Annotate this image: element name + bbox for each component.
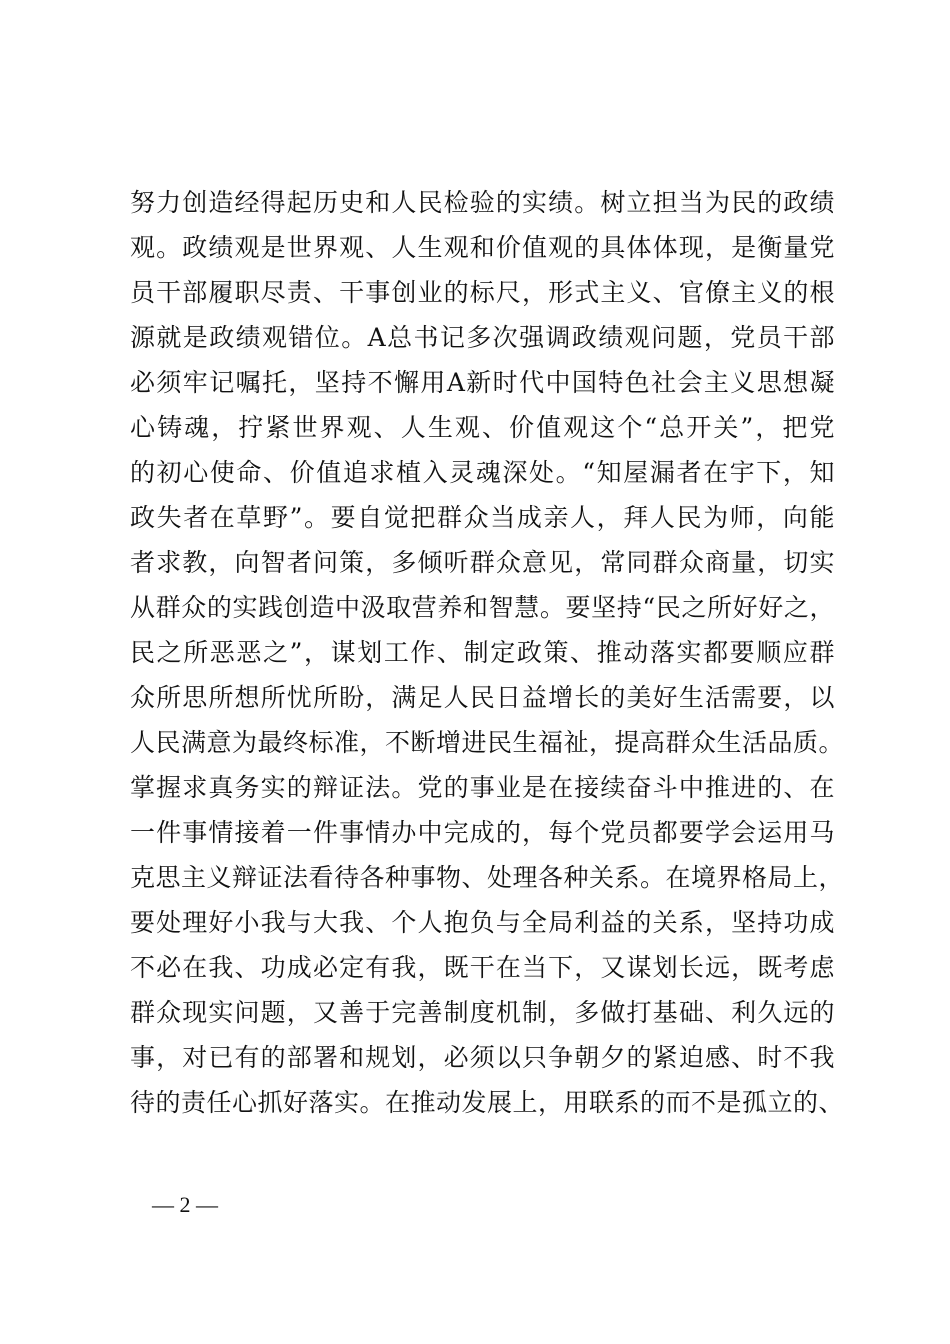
text-line: 一件事情接着一件事情办中完成的，每个党员都要学会运用马 [130,818,835,847]
page-number: — 2 — [152,1192,218,1217]
text-line: 民之所恶恶之”，谋划工作、制定政策、推动落实都要顺应群 [130,638,835,667]
text-line: 掌握求真务实的辩证法。党的事业是在接续奋斗中推进的、在 [130,773,835,802]
text-line: 者求教，向智者问策，多倾听群众意见，常同群众商量，切实 [130,548,835,577]
text-line: 待的责任心抓好落实。在推动发展上，用联系的而不是孤立的、 [130,1088,845,1117]
text-line: 人民满意为最终标准，不断增进民生福祉，提高群众生活品质。 [130,728,845,757]
text-line: 众所思所想所忧所盼，满足人民日益增长的美好生活需要，以 [130,683,835,712]
text-line: 事，对已有的部署和规划，必须以只争朝夕的紧迫感、时不我 [130,1043,835,1072]
text-line: 源就是政绩观错位。A总书记多次强调政绩观问题，党员干部 [130,323,835,352]
text-line: 观。政绩观是世界观、人生观和价值观的具体体现，是衡量党 [130,233,835,262]
text-line: 政失者在草野”。要自觉把群众当成亲人，拜人民为师，向能 [130,503,835,532]
text-line: 克思主义辩证法看待各种事物、处理各种关系。在境界格局上， [130,863,845,892]
text-line: 群众现实问题，又善于完善制度机制，多做打基础、利久远的 [130,998,835,1027]
body-text [130,180,845,1125]
text-line: 员干部履职尽责、干事创业的标尺，形式主义、官僚主义的根 [130,278,835,307]
text-line: 的初心使命、价值追求植入灵魂深处。“知屋漏者在宇下，知 [130,458,835,487]
text-line: 要处理好小我与大我、个人抱负与全局利益的关系，坚持功成 [130,908,835,937]
text-line: 从群众的实践创造中汲取营养和智慧。要坚持“民之所好好之， [130,593,835,622]
text-line: 不必在我、功成必定有我，既干在当下，又谋划长远，既考虑 [130,953,835,982]
text-line: 必须牢记嘱托，坚持不懈用A新时代中国特色社会主义思想凝 [130,368,835,397]
text-line: 心铸魂，拧紧世界观、人生观、价值观这个“总开关”，把党 [130,413,835,442]
text-line: 努力创造经得起历史和人民检验的实绩。树立担当为民的政绩 [130,188,835,217]
